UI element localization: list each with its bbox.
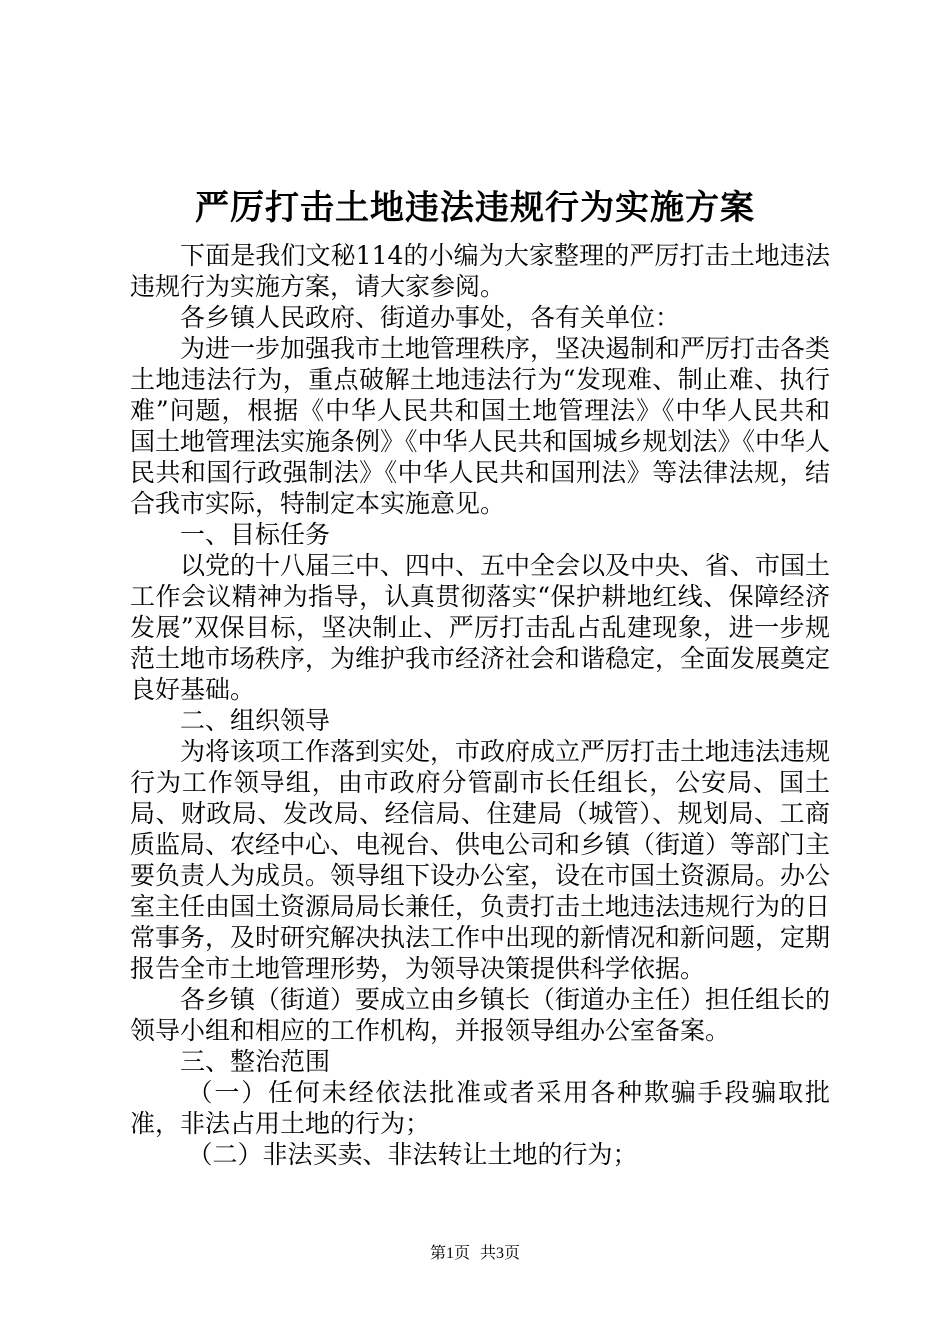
leadership-paragraph: 为将该项工作落到实处，市政府成立严厉打击土地违法违规行为工作领导组，由市政府分管副市长任组长，公安局、国土局、财政局、发改局、经信局、住建局（城管）、规划局、工商质监局、农经中心、电视台、供电公司和乡镇（街道）等部门主要负责人为成员。领导组下设办公室，设在市国土资源局。办公室主任由国土资源局局长兼任，负责打击土地违法违规行为的日常事务，及时研究解决执法工作中出现的新情况和新问题，定期报告全市土地管理形势，为领导决策提供科学依据。 [130, 737, 831, 983]
intro-paragraph: 下面是我们文秘114的小编为大家整理的严厉打击土地违法违规行为实施方案，请大家参阅。 [130, 241, 830, 301]
document-title: 严厉打击土地违法违规行为实施方案 [195, 188, 755, 228]
scope-item-1: （一）任何未经依法批准或者采用各种欺骗手段骗取批准，非法占用土地的行为； [130, 1078, 830, 1138]
goals-paragraph: 以党的十八届三中、四中、五中全会以及中央、省、市国土工作会议精神为指导，认真贯彻落实“保护耕地红线、保障经济发展”双保目标，坚决制止、严厉打击乱占乱建现象，进一步规范土地市场秩序，为维护我市经济社会和谐稳定，全面发展奠定良好基础。 [130, 551, 831, 704]
section-heading-goals: 一、目标任务 [180, 520, 331, 549]
section-heading-scope: 三、整治范围 [180, 1047, 331, 1076]
section-heading-leadership: 二、组织领导 [180, 706, 331, 735]
purpose-paragraph: 为进一步加强我市土地管理秩序，坚决遏制和严厉打击各类土地违法行为，重点破解土地违法行为“发现难、制止难、执行难”问题，根据《中华人民共和国土地管理法》《中华人民共和国土地管理法实施条例》《中华人民共和国城乡规划法》《中华人民共和国行政强制法》《中华人民共和国刑法》等法律法规，结合我市实际，特制定本实施意见。 [130, 334, 831, 518]
township-paragraph: 各乡镇（街道）要成立由乡镇长（街道办主任）担任组长的领导小组和相应的工作机构，并报领导组办公室备案。 [130, 985, 831, 1045]
document-body [130, 240, 830, 1170]
page-number: 第1页 [429, 1245, 470, 1262]
page-footer [0, 1243, 950, 1265]
page-total: 共3页 [480, 1245, 521, 1262]
scope-item-2: （二）非法买卖、非法转让土地的行为； [187, 1140, 638, 1169]
salutation-paragraph: 各乡镇人民政府、街道办事处，各有关单位： [180, 303, 681, 332]
